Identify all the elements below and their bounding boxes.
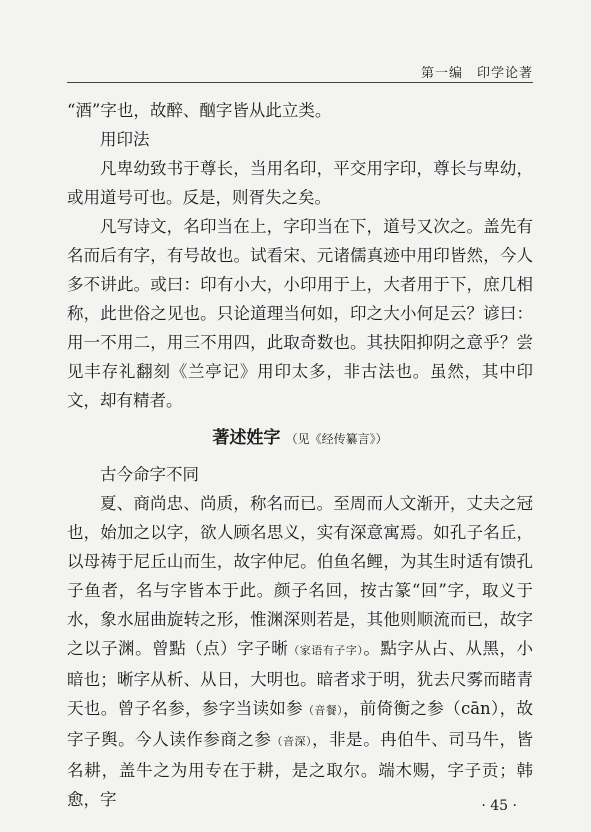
body-text: ，非是。冉伯牛、司马牛，皆名耕，盖牛之为用专在于耕，是之取尔。端木赐，字子贡；韩愈，字 <box>67 730 534 809</box>
body-text: 夏、商尚忠、尚质，称名而已。至周而人文渐开，丈夫之冠也，始加之以字，欲人顾名思义，实有深意寓焉。如孔子名丘，以母祷于尼丘山而生，故字仲尼。伯鱼名鲤，为其生时适有馈孔子鱼者，名与字皆本于此。颜子名回，按古篆“回”字，取义于水，象水屈曲旋转之形，惟渊深则若是，其他则顺流而已，故字之以子渊。曾點（点）字子晰 <box>67 494 533 658</box>
paragraph: “酒”字也，故醉、酗字皆从此立类。 <box>67 101 332 120</box>
header-rule <box>67 82 533 83</box>
subheading-naming: 古今命字不同 <box>100 465 199 484</box>
inline-note: （音深） <box>271 735 313 748</box>
body-text: ，前倚衡之参（cān），故字子舆。今人读作参商之参 <box>67 699 533 749</box>
paragraph: 凡写诗文，名印当在上，字印当在下，道号又次之。盖先有名而后有字，有号故也。试看宋、元诸儒真迹中用印皆然，今人多不讲此。或曰：印有小大，小印用于上，大者用于下，庶几相称，此世俗之见也。只论道理当何如，印之大小何足云？谚曰：用一不用二，用三不用四，此取奇数也。其扶阳抑阴之意乎？尝见丰存礼翻刻《兰亭记》用印太多，非古法也。虽然，其中印文，却有精者。 <box>67 217 533 410</box>
paragraph: 凡卑幼致书于尊长，当用名印，平交用字印，尊长与卑幼，或用道号可也。反是，则胥失之矣。 <box>67 159 533 207</box>
page-number: · 45 · <box>481 798 517 814</box>
page-body <box>67 96 533 814</box>
section-title <box>67 423 533 454</box>
section-title-main: 著述姓字 <box>212 428 281 448</box>
body-text: 。點字从占、从黑，小暗也；晰字从析、从日，大明也。暗者求于明，犹去尺雾而睹青天也。曾子名参，参字当读如参 <box>67 639 534 718</box>
inline-note: （音餐） <box>303 704 343 717</box>
body-paragraph <box>67 489 533 814</box>
section-title-source: （见《经传纂言》） <box>285 432 388 446</box>
inline-note: （家语有子字） <box>288 644 364 657</box>
running-header: 第一编 印学论著 <box>420 66 533 81</box>
subheading-yongyinfa: 用印法 <box>100 130 150 149</box>
